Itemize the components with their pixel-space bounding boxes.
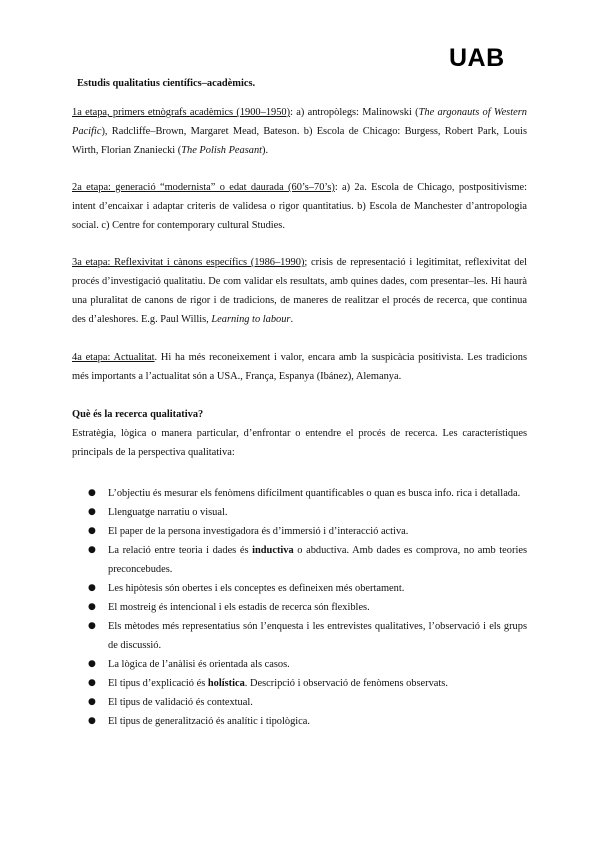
list-item xyxy=(72,617,527,655)
bullet-icon: ● xyxy=(88,678,96,688)
list-item-text: El mostreig és intencional i els estadis de recerca són flexibles. xyxy=(108,602,370,613)
bullet-icon: ● xyxy=(88,602,96,612)
document-body xyxy=(72,74,527,731)
list-item xyxy=(72,579,527,598)
list-item-text: Els mètodes més representatius són l’enquesta i les entrevistes qualitatives, l’observació i els grups de discussió. xyxy=(108,621,527,651)
bullet-icon: ● xyxy=(88,659,96,669)
bullet-icon: ● xyxy=(88,545,96,555)
list-item xyxy=(72,598,527,617)
list-item xyxy=(72,484,527,503)
list-item-text: El tipus de validació és contextual. xyxy=(108,697,253,708)
list-item xyxy=(72,693,527,712)
list-item-text: Llenguatge narratiu o visual. xyxy=(108,507,228,518)
stage-3-paragraph xyxy=(72,253,527,329)
list-item xyxy=(72,655,527,674)
bullet-icon: ● xyxy=(88,716,96,726)
list-item-text-2: o abductiva. Amb dades es comprova, no amb teories preconcebudes. xyxy=(108,545,527,575)
stage-1-book-2: The Polish Peasant xyxy=(181,145,263,156)
stage-4-text: . Hi ha més reconeixement i valor, encara amb la suspicàcia positivista. Les tradicions més importants a l’actualitat són a USA., França, Espanya (Ibánez), Alemanya. xyxy=(72,352,527,382)
section-heading: Què és la recerca qualitativa? xyxy=(72,409,204,420)
stage-1-text: : a) antropòlegs: Malinowski ( xyxy=(290,107,419,118)
list-item xyxy=(72,674,527,693)
stage-3-text-2: . xyxy=(290,314,294,325)
list-item xyxy=(72,541,527,579)
stage-4-paragraph xyxy=(72,348,527,386)
bullet-icon: ● xyxy=(88,697,96,707)
list-item-text: L’objectiu és mesurar els fenòmens difícilment quantificables o quan es busca info. rica i detallada. xyxy=(108,488,521,499)
stage-1-paragraph xyxy=(72,103,527,160)
list-item-text: El tipus d’explicació és xyxy=(108,678,208,689)
list-item xyxy=(72,712,527,731)
list-item-text: El tipus de generalització és analític i tipològica. xyxy=(108,716,310,727)
bullet-icon: ● xyxy=(88,526,96,536)
bullet-icon: ● xyxy=(88,507,96,517)
list-item-text: La lògica de l’anàlisi és orientada als casos. xyxy=(108,659,290,670)
stage-1-book-1: The argonauts of Western Pacific xyxy=(72,107,527,137)
stage-1-text-3: ). xyxy=(262,145,269,156)
list-item-text: Les hipòtesis són obertes i els conceptes es defineixen més obertament. xyxy=(108,583,405,594)
stage-3-heading: 3a etapa: Reflexivitat i cànons específics (1986–1990) xyxy=(72,257,305,268)
list-item-text-2: . Descripció i observació de fenòmens observats. xyxy=(244,678,448,689)
bullet-icon: ● xyxy=(88,621,96,631)
stage-3-text: ; crisis de representació i legitimitat, reflexivitat del procés d’investigació qualitatiu. De com validar els resultats, amb quines dades, com presentar–les. Hi haurà una pluralitat de canons de rigor i de tradicions, de maneres de realitzar el procés de recerca, que continua des d’aleshores. E.g. Paul Willis, xyxy=(72,257,527,325)
uab-logo: UAB xyxy=(449,44,505,72)
section-intro: Estratègia, lògica o manera particular, d’enfrontar o entendre el procés de recerca. Les característiques principals de la perspectiva qualitativa: xyxy=(72,428,527,458)
list-item xyxy=(72,503,527,522)
stage-2-text: : a) 2a. Escola de Chicago, postpositivisme: intent d’encaixar i adaptar criteris de validesa o rigor quantitatius. b) Escola de Manchester d’antropologia social. c) Centre for contemporary cultural Studies. xyxy=(72,182,527,231)
list-item-emphasis: holística xyxy=(207,678,245,689)
list-item xyxy=(72,522,527,541)
list-item-emphasis: inductiva xyxy=(252,545,294,556)
stage-2-heading: 2a etapa: generació “modernista” o edat daurada (60’s–70’s) xyxy=(72,182,335,193)
document-title: Estudis qualitatius científics–acadèmics. xyxy=(77,78,256,89)
characteristics-list xyxy=(72,484,527,731)
bullet-icon: ● xyxy=(88,583,96,593)
list-item-text: La relació entre teoria i dades és xyxy=(108,545,253,556)
list-item-text: El paper de la persona investigadora és d’immersió i d’interacció activa. xyxy=(108,526,409,537)
stage-3-book: Learning to labour xyxy=(211,314,291,325)
stage-2-paragraph xyxy=(72,178,527,235)
stage-1-heading: 1a etapa, primers etnògrafs acadèmics (1900–1950) xyxy=(72,107,291,118)
stage-4-heading: 4a etapa: Actualitat xyxy=(72,352,155,363)
stage-1-text-2: ), Radcliffe–Brown, Margaret Mead, Bateson. b) Escola de Chicago: Burgess, Robert Park, Louis Wirth, Florian Znaniecki ( xyxy=(72,126,527,156)
bullet-icon: ● xyxy=(88,488,96,498)
